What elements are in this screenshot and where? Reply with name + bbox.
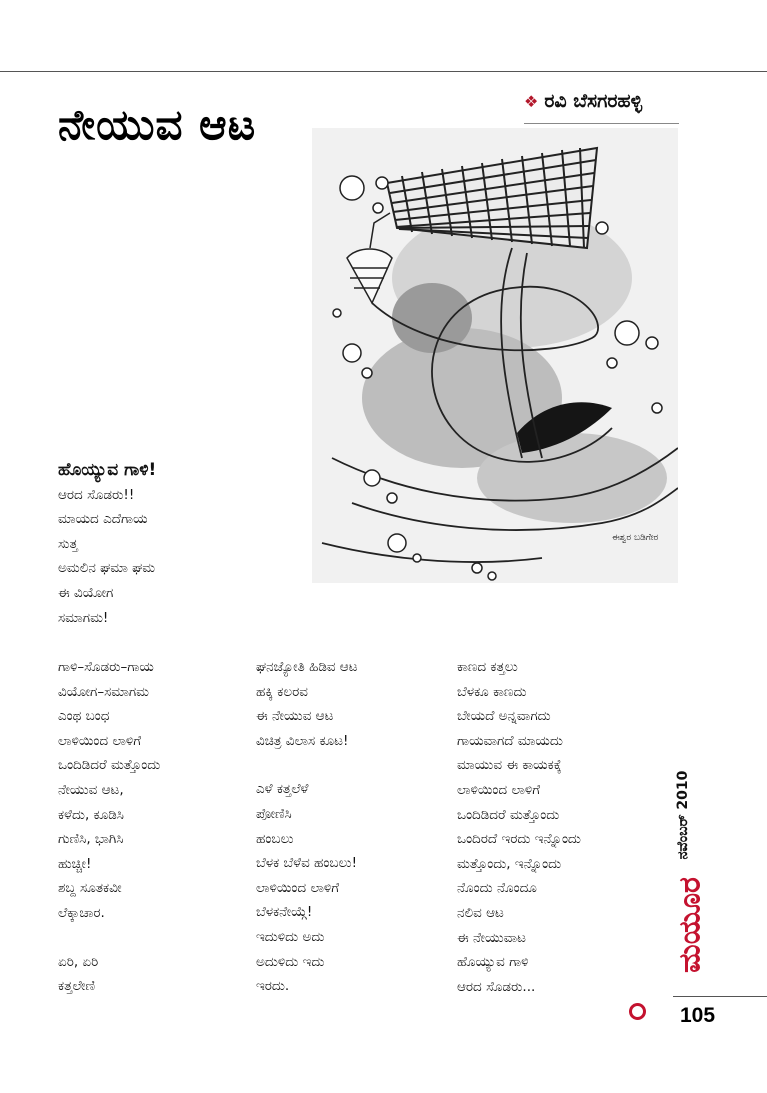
poem-line: ಈ ವಿಯೋಗ [58,584,114,601]
poem-line: ಬೆಳಕೂ ಕಾಣದು [457,683,527,700]
poem-line: ಹಂಬಲು [256,830,294,847]
poem-column-3 [457,655,581,999]
poem-line: ನೇಯುವ ಆಟ, [58,781,124,798]
poem-line: ಮಾಯದ ಎದೆಗಾಯ [58,511,148,528]
poem-line: ಘನಜ್ಯೋತಿ ಹಿಡಿವ ಆಟ [256,659,358,675]
footer-rule [673,996,767,997]
poem-line: ಏರಿ, ಏರಿ [58,953,99,970]
poem-line: ಗಾಯವಾಗದೆ ಮಾಯದು [457,732,563,749]
poem-line: ವಿಚಿತ್ರ ವಿಲಾಸ ಕೂಟ! [256,732,349,749]
poem-line: ಬೇಯದೆ ಅನ್ನವಾಗದು [457,708,551,725]
stanza-gap [256,753,358,777]
poem-line: ಲಾಳಿಯಿಂದ ಲಾಳಿಗೆ [256,879,340,896]
poem-line: ಸುತ್ತ [58,535,78,552]
poem-line: ಹೊಯ್ಯುವ ಗಾಳಿ [457,954,529,971]
page-number: 105 [680,1004,716,1027]
poem-line: ಇರದು. [256,978,290,995]
poem-line: ವಿಯೋಗ–ಸಮಾಗಮ [58,683,150,700]
poem-title: ನೇಯುವ ಆಟ [58,100,257,149]
poem-line: ಕಾಣದ ಕತ್ತಲು [457,659,518,675]
poem-line: ಪೋಣಿಸಿ [256,805,292,822]
poem-line: ಗಾಳಿ–ಸೊಡರು–ಗಾಯ [58,659,154,675]
poem-column-1 [58,655,160,999]
poem-line: ಮತ್ತೊಂದು, ಇನ್ನೊಂದು [457,855,562,872]
poem-line: ಒಂದಿಡಿದರೆ ಮತ್ತೊಂದು [457,806,560,823]
poem-line: ಅದುಳಿದು ಇದು [256,953,325,970]
author-byline [524,90,642,112]
poem-line: ನೊಂದು ನೊಂದೂ [457,880,537,897]
poem-line: ಈ ನೇಯುವಾಟ [457,929,526,946]
poem-line: ಹೊಯ್ಯುವ ಗಾಳಿ! [58,460,157,480]
issue-date-text: ನವೆಂಬರ್ 2010 [675,770,691,860]
circle-bullet-icon [629,1003,646,1020]
poem-line: ಬೆಳಕನೇಯ್ಗೆ! [256,904,313,921]
poem-line: ಅಮಲಿನ ಘಮಾ ಘಮ [58,560,156,577]
poem-line: ಕತ್ತಲೇಣಿ [58,978,96,995]
poem-line: ಎಂಥ ಬಂಧ [58,708,110,725]
poem-column-2 [256,655,358,999]
poem-line: ಒಂದಿರದೆ ಇರದು ಇನ್ನೊಂದು [457,831,581,848]
author-name: ರವಿ ಬೆಸಗರಹಳ್ಳಿ [544,90,643,112]
magazine-logo-text: ಮಯೂರ [672,877,708,973]
artist-credit: ಈಶ್ವರ ಬಡಿಗೇರ [612,533,659,543]
issue-date [668,770,698,860]
poem-line: ಸಮಾಗಮ! [58,609,109,626]
poem-line: ಮಾಯುವ ಈ ಕಾಯಕಕ್ಕೆ [457,757,562,774]
poem-intro-stanza [58,458,156,630]
magazine-logo [668,860,712,990]
poem-line: ಆರದ ಸೊಡರು!! [58,486,135,503]
poem-line: ಲೆಕ್ಕಾಚಾರ. [58,904,105,921]
poem-line: ಒಂದಿಡಿದರೆ ಮತ್ತೊಂದು [58,757,161,774]
poem-line: ನಲಿವ ಆಟ [457,904,504,921]
poem-line: ಲಾಳಿಯಿಂದ ಲಾಳಿಗೆ [58,732,142,749]
poem-line: ಹಕ್ಕಿ ಕಲರವ [256,683,308,700]
poem-line: ಬೆಳಕ ಬೆಳೆವ ಹಂಬಲು! [256,855,357,872]
poem-line: ಕಳೆದು, ಕೂಡಿಸಿ [58,806,124,823]
top-rule [0,71,767,72]
poem-line: ಲಾಳಿಯಿಂದ ಲಾಳಿಗೆ [457,781,541,798]
poem-line: ಇದುಳಿದು ಅದು [256,928,325,945]
stanza-gap [58,926,160,950]
poem-line: ಈ ನೇಯುವ ಆಟ [256,708,334,725]
poem-line: ಆರದ ಸೊಡರು... [457,978,536,995]
poem-line: ಗುಣಿಸಿ, ಭಾಗಿಸಿ [58,831,124,848]
poem-line: ಶಬ್ದ ಸೂತಕವೀ [58,880,122,897]
diamond-bullet-icon: ❖ [524,92,539,111]
poem-line: ಎಳೆ ಕತ್ತಲೆಳೆ [256,781,309,798]
author-underline [524,123,679,124]
weaving-illustration [312,128,678,583]
poem-line: ಹುಚ್ಚೀ! [58,855,92,872]
